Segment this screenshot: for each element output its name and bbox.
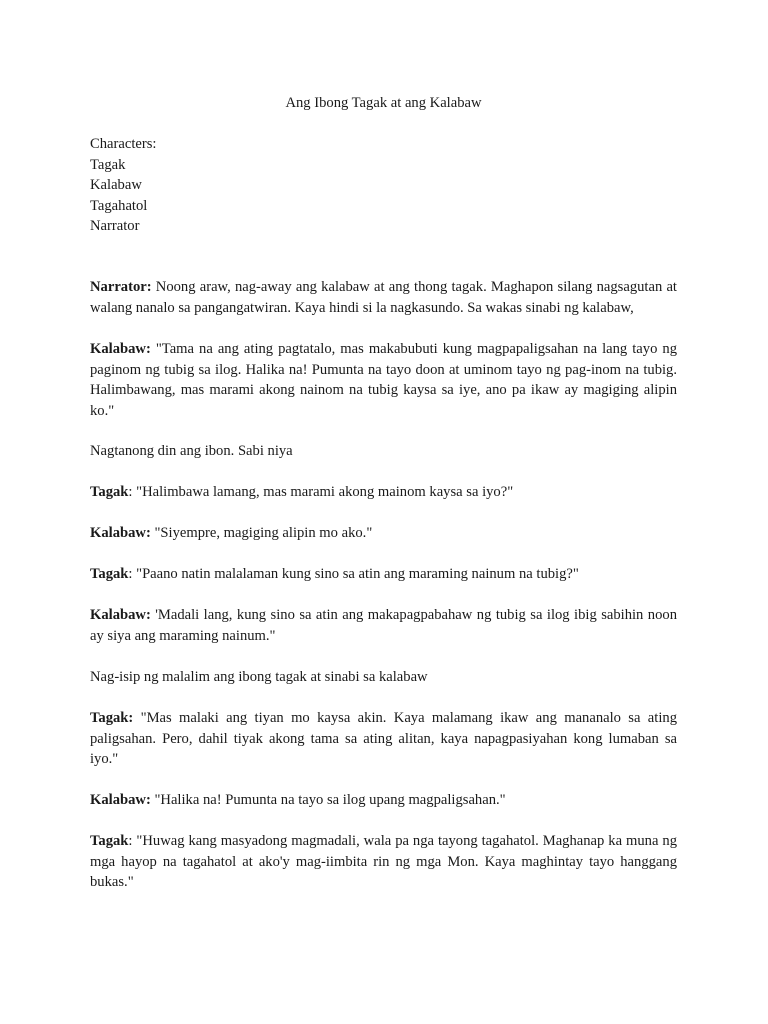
paragraph-text: Noong araw, nag-away ang kalabaw at ang thong tagak. Maghapon silang nagsagutan at walang nanalo sa pangangatwiran. Kaya hindi si la nagkasundo. Sa wakas sinabi ng kalabaw,: [90, 279, 677, 316]
paragraph-text: Nag-isip ng malalim ang ibong tagak at sinabi sa kalabaw: [90, 669, 428, 685]
speaker-label: Narrator:: [90, 279, 152, 295]
characters-heading: Characters:: [90, 136, 157, 152]
paragraph-text: : "Huwag kang masyadong magmadali, wala pa nga tayong tagahatol. Maghanap ka muna ng mga hayop na tagahatol at ako'y mag-iimbita rin ng mga Mon. Kaya maghintay tayo hanggang bukas.": [90, 833, 677, 890]
paragraph-text: "Mas malaki ang tiyan mo kaysa akin. Kaya malamang ikaw ang mananalo sa ating paligsahan. Pero, dahil tiyak akong tama sa ating alitan, kaya napagpasiyahan kong lumaban sa iyo.": [90, 710, 677, 767]
dialogue-paragraph: [90, 605, 677, 646]
speaker-label: Kalabaw:: [90, 792, 151, 808]
dialogue-paragraph: [90, 831, 677, 893]
dialogue-paragraph: [90, 564, 677, 585]
paragraph-text: "Tama na ang ating pagtatalo, mas makabubuti kung magpapaligsahan na lang tayo ng paginom ng tubig sa ilog. Halika na! Pumunta na tayo doon at uminom tayo ng pag-inom na tubig. Halimbawang, mas marami akong nainom na tubig kaysa sa iye, ano pa ikaw ay magiging alipin ko.": [90, 341, 677, 419]
speaker-label: Kalabaw:: [90, 607, 151, 623]
paragraph-text: Nagtanong din ang ibon. Sabi niya: [90, 443, 293, 459]
character-item: Kalabaw: [90, 177, 142, 193]
paragraph-text: 'Madali lang, kung sino sa atin ang makapagpabahaw ng tubig sa ilog ibig sabihin noon ay siya ang maraming nainum.": [90, 607, 677, 644]
dialogue-paragraph: [90, 523, 677, 544]
paragraph-text: : "Paano natin malalaman kung sino sa atin ang maraming nainum na tubig?": [128, 566, 579, 582]
speaker-label: Tagak: [90, 484, 129, 500]
characters-list: [90, 134, 156, 237]
narration-paragraph: [90, 667, 677, 688]
character-item: Tagahatol: [90, 197, 148, 214]
speaker-label: Tagak:: [90, 710, 134, 726]
document-title: Ang Ibong Tagak at ang Kalabaw: [285, 95, 482, 111]
character-item: Tagak: [90, 156, 126, 173]
speaker-label: Kalabaw:: [90, 525, 151, 541]
dialogue-paragraph: [90, 790, 677, 811]
character-item: Narrator: [90, 218, 140, 234]
speaker-label: Kalabaw:: [90, 341, 151, 357]
dialogue-paragraph: [90, 277, 677, 318]
paragraph-text: : "Halimbawa lamang, mas marami akong mainom kaysa sa iyo?": [128, 484, 514, 500]
dialogue-paragraph: [90, 708, 677, 770]
paragraph-text: "Siyempre, magiging alipin mo ako.": [150, 525, 373, 541]
speaker-label: Tagak: [90, 566, 129, 582]
dialogue-paragraph: [90, 482, 677, 503]
speaker-label: Tagak: [90, 833, 129, 849]
dialogue-paragraph: [90, 339, 677, 421]
paragraph-text: "Halika na! Pumunta na tayo sa ilog upang magpaligsahan.": [150, 792, 506, 808]
narration-paragraph: [90, 441, 677, 462]
